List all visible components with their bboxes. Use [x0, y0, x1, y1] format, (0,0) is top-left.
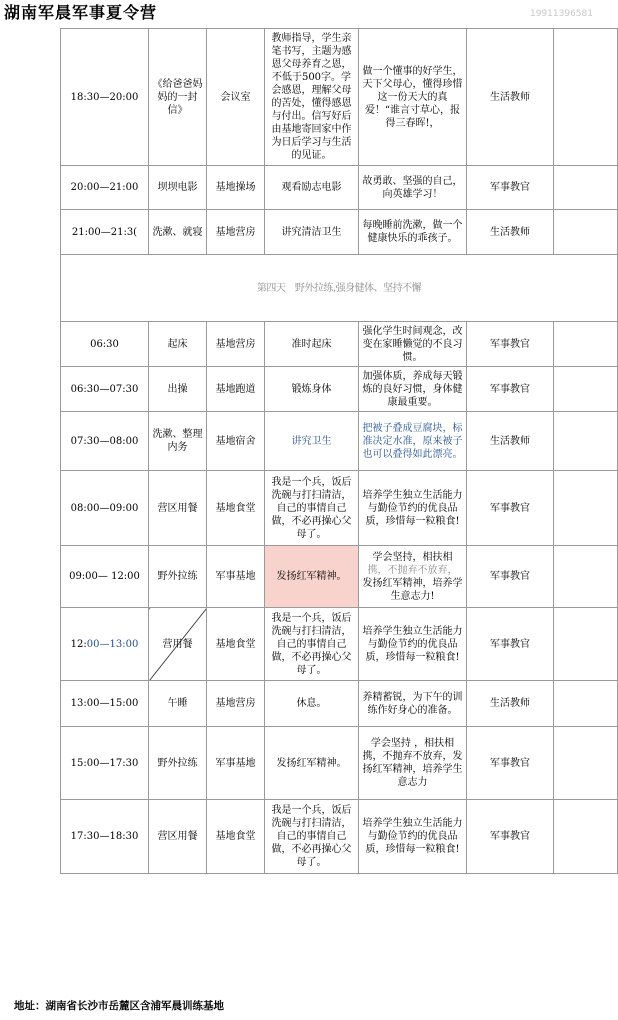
empty-cell — [554, 166, 618, 210]
time-cell: 20:00—21:00 — [61, 166, 149, 210]
time-cell: 06:30—07:30 — [61, 367, 149, 412]
table-row — [61, 681, 618, 727]
time-cell: 21:00—21:3( — [61, 210, 149, 255]
goal-cell — [359, 546, 467, 608]
teacher-cell: 生活教师 — [467, 681, 554, 727]
table-row — [61, 727, 618, 800]
empty-cell — [554, 608, 618, 681]
goal-cell: 培养学生独立生活能力与勤俭节约的优良品质，珍惜每一粒粮食! — [359, 471, 467, 546]
time-cell: 13:00—15:00 — [61, 681, 149, 727]
goal-cell: 做一个懂事的好学生，天下父母心，懂得珍惜这一份天大的真爱！“谁言寸草心，报得三春晖!， — [359, 29, 467, 166]
teacher-cell: 军事教官 — [467, 322, 554, 367]
goal-cell: 每晚睡前洗漱，做一个健康快乐的乖孩子。 — [359, 210, 467, 255]
goal-line-1: 学会坚持，相扶相 — [372, 551, 453, 563]
goal-cell: 培养学生独立生活能力与勤俭节约的优良品质，珍惜每一粒粮食! — [359, 800, 467, 874]
teacher-cell: 生活教师 — [467, 210, 554, 255]
table-row — [61, 210, 618, 255]
teacher-cell: 军事教官 — [467, 367, 554, 412]
time-start: 12: — [70, 638, 87, 650]
teacher-cell: 军事教官 — [467, 471, 554, 546]
time-range: 00—13:00 — [86, 638, 139, 650]
activity-cell: 营区用餐 — [149, 800, 207, 874]
goal-cell: 加强体质，养成每天锻炼的良好习惯，身体健康最重要。 — [359, 367, 467, 412]
empty-cell — [554, 471, 618, 546]
activity-cell: 野外拉练 — [149, 546, 207, 608]
place-cell: 军事基地 — [207, 727, 265, 800]
table-row — [61, 29, 618, 166]
day-title-row — [61, 255, 618, 322]
content-cell: 发扬红军精神。 — [265, 546, 359, 608]
table-row — [61, 322, 618, 367]
place-cell: 基地营房 — [207, 681, 265, 727]
time-cell: 07:30—08:00 — [61, 412, 149, 471]
content-cell: 我是一个兵，饭后洗碗与打扫清洁，自己的事情自己做，不必再操心父母了。 — [265, 471, 359, 546]
content-cell: 休息。 — [265, 681, 359, 727]
empty-cell — [554, 322, 618, 367]
teacher-cell: 军事教官 — [467, 800, 554, 874]
place-cell: 会议室 — [207, 29, 265, 166]
teacher-cell: 军事教官 — [467, 608, 554, 681]
activity-cell: 野外拉练 — [149, 727, 207, 800]
table-row — [61, 546, 618, 608]
table-row — [61, 608, 618, 681]
place-cell: 基地营房 — [207, 210, 265, 255]
phone-number: 19911396581 — [530, 9, 593, 19]
teacher-cell: 军事教官 — [467, 166, 554, 210]
table-row — [61, 166, 618, 210]
goal-cell: 培养学生独立生活能力与勤俭节约的优良品质，珍惜每一粒粮食! — [359, 608, 467, 681]
teacher-cell: 生活教师 — [467, 29, 554, 166]
time-cell: 15:00—17:30 — [61, 727, 149, 800]
time-cell: 08:00—09:00 — [61, 471, 149, 546]
schedule-table — [60, 28, 618, 874]
place-cell: 基地跑道 — [207, 367, 265, 412]
place-cell: 基地操场 — [207, 166, 265, 210]
goal-cell: 学会坚持 ，相扶相携，不抛弃不放弃，发扬红军精神，培养学生意志力 — [359, 727, 467, 800]
time-cell: 06:30 — [61, 322, 149, 367]
place-cell: 基地营房 — [207, 322, 265, 367]
teacher-cell: 军事教官 — [467, 546, 554, 608]
table-row — [61, 471, 618, 546]
activity-cell: 营用餐 — [149, 608, 207, 681]
place-cell: 基地食堂 — [207, 608, 265, 681]
activity-cell: 洗漱、就寝 — [149, 210, 207, 255]
time-cell — [61, 608, 149, 681]
content-cell: 观看励志电影 — [265, 166, 359, 210]
empty-cell — [554, 210, 618, 255]
empty-cell — [554, 727, 618, 800]
place-cell: 基地食堂 — [207, 471, 265, 546]
teacher-cell: 生活教师 — [467, 412, 554, 471]
content-cell: 我是一个兵，饭后洗碗与打扫清洁，自己的事情自己做，不必再操心父母了。 — [265, 608, 359, 681]
footer-address: 地址：湖南省长沙市岳麓区含浦军晨训练基地 — [14, 1000, 224, 1012]
activity-cell: 坝坝电影 — [149, 166, 207, 210]
time-cell: 17:30—18:30 — [61, 800, 149, 874]
goal-line-3: 发扬红军精神，培养学生意志力! — [362, 577, 463, 602]
page-title: 湖南军晨军事夏令营 — [4, 3, 158, 22]
content-cell: 讲究清洁卫生 — [265, 210, 359, 255]
goal-cell: 强化学生时间观念，改变在家睡懒觉的不良习惯。 — [359, 322, 467, 367]
content-cell: 发扬红军精神。 — [265, 727, 359, 800]
empty-cell — [554, 681, 618, 727]
time-cell: 09:00— 12:00 — [61, 546, 149, 608]
activity-cell: 起床 — [149, 322, 207, 367]
content-cell: 准时起床 — [265, 322, 359, 367]
day-title: 第四天 野外拉练,强身健体、坚持不懈 — [61, 255, 618, 322]
goal-cell: 养精蓄锐，为下午的训练作好身心的准备。 — [359, 681, 467, 727]
activity-cell: 出操 — [149, 367, 207, 412]
activity-cell: 洗漱、整理内务 — [149, 412, 207, 471]
activity-cell: 《给爸爸妈妈的一封信》 — [149, 29, 207, 166]
empty-cell — [554, 546, 618, 608]
empty-cell — [554, 29, 618, 166]
place-cell: 基地宿舍 — [207, 412, 265, 471]
table-row — [61, 367, 618, 412]
teacher-cell: 军事教官 — [467, 727, 554, 800]
content-cell: 教师指导，学生亲笔书写，主题为感恩父母养育之恩，不低于500字。学会感恩，理解父母的苦处，懂得感恩与付出。信写好后由基地寄回家中作为日后学习与生活的见证。 — [265, 29, 359, 166]
place-cell: 基地食堂 — [207, 800, 265, 874]
goal-cell: 故勇敢、坚强的自己，向英雄学习！ — [359, 166, 467, 210]
goal-cell: 把被子叠成豆腐块，标准决定水准，原来被子也可以叠得如此漂亮。 — [359, 412, 467, 471]
empty-cell — [554, 800, 618, 874]
table-row — [61, 412, 618, 471]
content-cell: 讲究卫生 — [265, 412, 359, 471]
time-cell: 18:30—20:00 — [61, 29, 149, 166]
empty-cell — [554, 367, 618, 412]
place-cell: 军事基地 — [207, 546, 265, 608]
empty-cell — [554, 412, 618, 471]
table-row — [61, 800, 618, 874]
goal-line-2: 携，不抛弃不放弃， — [367, 564, 458, 576]
activity-cell: 营区用餐 — [149, 471, 207, 546]
activity-cell: 午睡 — [149, 681, 207, 727]
content-cell: 我是一个兵，饭后洗碗与打扫清洁，自己的事情自己做，不必再操心父母了。 — [265, 800, 359, 874]
content-cell: 锻炼身体 — [265, 367, 359, 412]
